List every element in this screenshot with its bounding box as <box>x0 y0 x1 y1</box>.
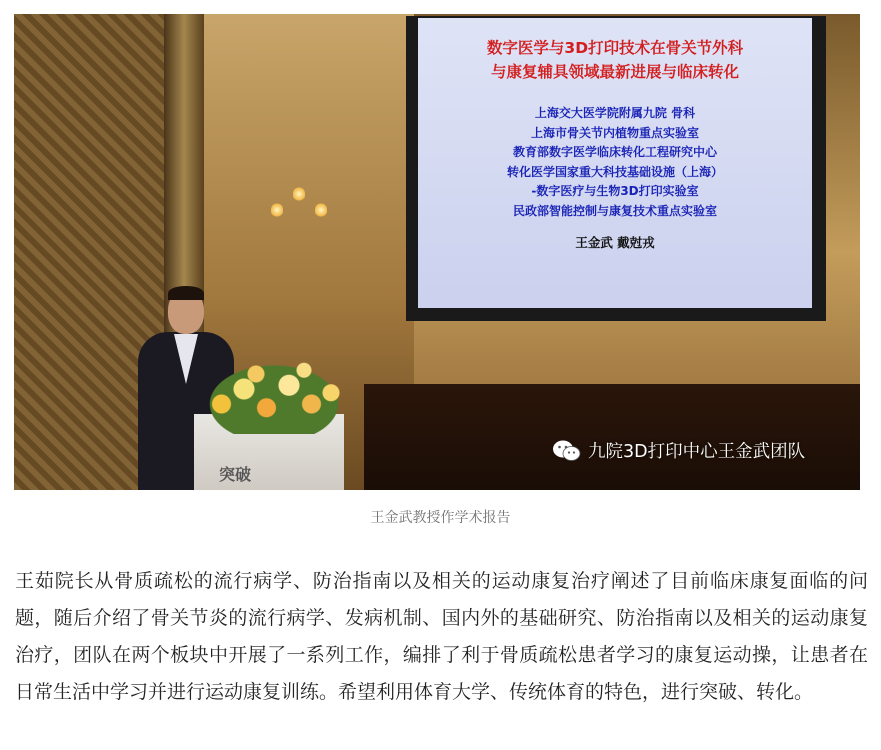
slide-affiliation: 民政部智能控制与康复技术重点实验室 <box>512 203 717 218</box>
wechat-icon <box>552 439 582 463</box>
slide-title-line: 与康复辅具领域最新进展与临床转化 <box>490 63 739 81</box>
slide-affiliation: 教育部数字医学临床转化工程研究中心 <box>512 145 717 159</box>
watermark <box>552 438 805 463</box>
projection-screen <box>418 18 812 308</box>
watermark-text: 九院3D打印中心王金武团队 <box>588 442 806 462</box>
article-paragraph: 王茹院长从骨质疏松的流行病学、防治指南以及相关的运动康复治疗阐述了目前临床康复面临的问题，随后介绍了骨关节炎的流行病学、发病机制、国内外的基础研究、防治指南以及相关的运动康复治疗，团队在两个板块中开展了一系列工作，编排了利于骨质疏松患者学习的康复运动操，让患者在日常生活中学习并进行运动康复训练。希望利用体育大学、传统体育的特色，进行突破、转化。 <box>15 570 868 703</box>
slide-affiliations <box>507 104 723 221</box>
flower-arrangement <box>199 359 349 434</box>
slide-affiliation: 转化医学国家重大科技基础设施（上海） <box>506 164 723 179</box>
conference-photo <box>14 14 860 490</box>
slide-affiliation: 上海市骨关节内植物重点实验室 <box>530 125 699 140</box>
podium-sign: 突破 <box>219 465 252 484</box>
slide-affiliation: -数字医疗与生物3D打印实验室 <box>531 184 699 198</box>
slide-affiliation: 上海交大医学院附属九院 骨科 <box>534 106 696 120</box>
slide-title <box>487 36 743 84</box>
stage-backdrop <box>364 384 860 490</box>
photo-caption: 王金武教授作学术报告 <box>370 510 511 526</box>
slide-authors: 王金武 戴尅戎 <box>575 235 655 250</box>
speaker-hair <box>168 286 204 300</box>
slide-title-line: 数字医学与3D打印技术在骨关节外科 <box>486 39 744 57</box>
wall-lamp <box>269 184 329 254</box>
